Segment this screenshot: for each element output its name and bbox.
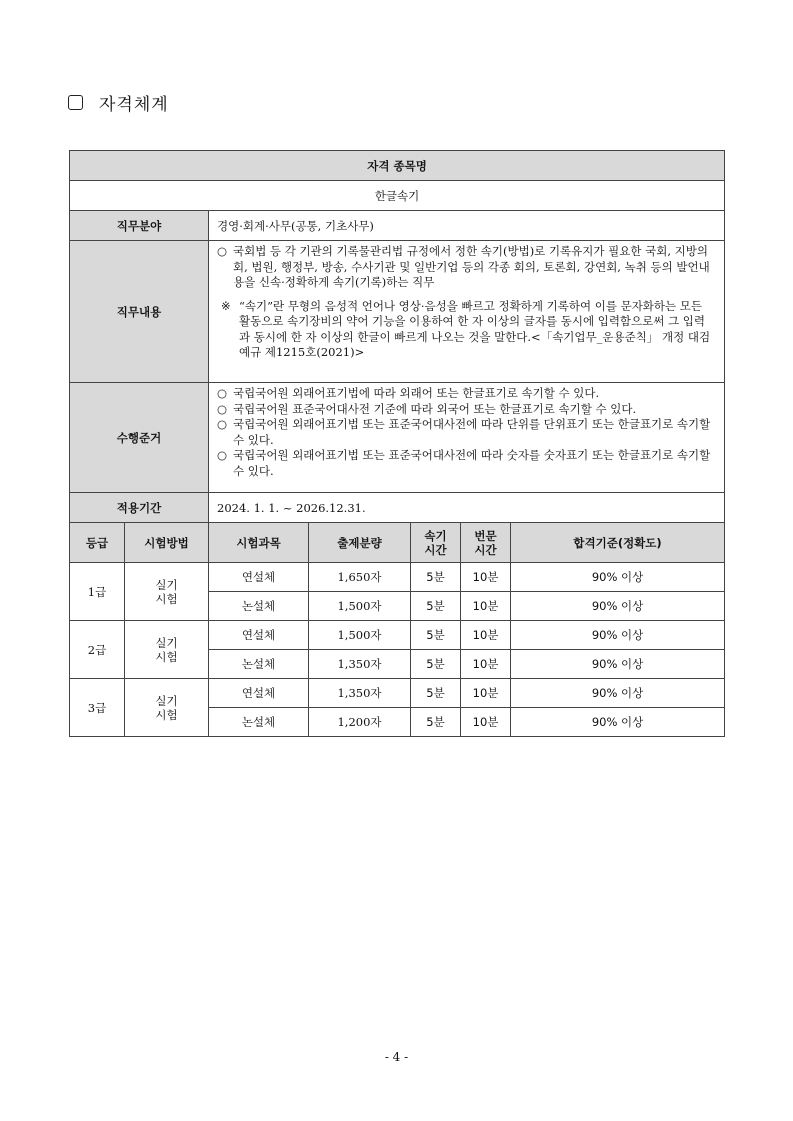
page-number: - 4 - bbox=[384, 1050, 409, 1064]
trans-time-cell: 10분 bbox=[461, 592, 511, 621]
pass-cell: 90% 이상 bbox=[511, 650, 725, 679]
subject-cell: 논설체 bbox=[209, 708, 309, 737]
criteria-content bbox=[209, 383, 725, 493]
duty-note: ※ “속기”란 무형의 음성적 언어나 영상·음성을 빠르고 정확하게 기록하여 이를 문자화하는 모든 활동으로 속기장비의 약어 기능을 이용하여 한 자 이상의 글자를 동시에 입력함으로써 그 입력과 동시에 한 자 이상의 한글이 빠르게 나오는 것을 말한다.<「속기업무_운용준칙」 개정 대검예규 제1215호(2021)> bbox=[217, 299, 716, 361]
amount-cell: 1,350자 bbox=[309, 650, 411, 679]
field-label: 직무분야 bbox=[70, 211, 209, 241]
criteria-label: 수행준거 bbox=[70, 383, 209, 493]
trans-time-cell: 10분 bbox=[461, 563, 511, 592]
reference-mark-icon: ※ bbox=[221, 298, 231, 313]
section-heading-text: 자격체계 bbox=[99, 95, 169, 115]
speed-time-cell: 5분 bbox=[411, 621, 461, 650]
trans-time-header: 번문 시간 bbox=[461, 523, 511, 563]
grade-cell: 2급 bbox=[70, 621, 125, 679]
qualification-table bbox=[69, 150, 725, 737]
amount-cell: 1,650자 bbox=[309, 563, 411, 592]
bullet-circle-icon: ○ bbox=[217, 401, 228, 416]
speed-time-cell: 5분 bbox=[411, 650, 461, 679]
subject-cell: 논설체 bbox=[209, 650, 309, 679]
field-value: 경영·회계·사무(공통, 기초사무) bbox=[209, 211, 725, 241]
duty-content bbox=[209, 241, 725, 383]
bullet-circle-icon: ○ bbox=[217, 448, 228, 462]
pass-cell: 90% 이상 bbox=[511, 621, 725, 650]
speed-time-cell: 5분 bbox=[411, 563, 461, 592]
amount-cell: 1,500자 bbox=[309, 592, 411, 621]
amount-cell: 1,200자 bbox=[309, 708, 411, 737]
duty-item: ○ 국회법 등 각 기관의 기록물관리법 규정에서 정한 속기(방법)로 기록유지가 필요한 국회, 지방의회, 법원, 행정부, 방송, 수사기관 및 일반기업 등의 각종 회의, 토론회, 강연회, 녹취 등의 발언내용을 신속·정확하게 속기(기록)하는 직무 bbox=[217, 244, 710, 289]
grade-cell: 3급 bbox=[70, 679, 125, 737]
amount-cell: 1,350자 bbox=[309, 679, 411, 708]
amount-cell: 1,500자 bbox=[309, 621, 411, 650]
bullet-circle-icon: ○ bbox=[217, 417, 228, 431]
speed-time-cell: 5분 bbox=[411, 679, 461, 708]
subject-cell: 연설체 bbox=[209, 621, 309, 650]
duty-label: 직무내용 bbox=[70, 241, 209, 383]
criteria-item: ○ 국립국어원 외래어표기법 또는 표준국어대사전에 따라 단위를 단위표기 또는 한글표기로 속기할 수 있다. bbox=[217, 417, 711, 447]
grade-header: 등급 bbox=[70, 523, 125, 563]
criteria-item: ○ 국립국어원 외래어표기법 또는 표준국어대사전에 따라 숫자를 숫자표기 또는 한글표기로 속기할 수 있다. bbox=[217, 448, 711, 478]
period-value: 2024. 1. 1. ~ 2026.12.31. bbox=[209, 493, 725, 523]
grade-cell: 1급 bbox=[70, 563, 125, 621]
bullet-circle-icon: ○ bbox=[217, 386, 228, 400]
table-row bbox=[70, 621, 725, 650]
trans-time-cell: 10분 bbox=[461, 621, 511, 650]
section-heading bbox=[68, 90, 169, 115]
trans-time-cell: 10분 bbox=[461, 708, 511, 737]
bullet-circle-icon: ○ bbox=[217, 244, 228, 258]
pass-cell: 90% 이상 bbox=[511, 592, 725, 621]
checkbox-square-icon bbox=[68, 95, 83, 110]
criteria-item: ○ 국립국어원 외래어표기법에 따라 외래어 또는 한글표기로 속기할 수 있다. bbox=[217, 386, 600, 400]
amount-header: 출제분량 bbox=[309, 523, 411, 563]
speed-time-cell: 5분 bbox=[411, 592, 461, 621]
title-value: 한글속기 bbox=[70, 181, 725, 211]
pass-cell: 90% 이상 bbox=[511, 679, 725, 708]
subject-cell: 연설체 bbox=[209, 563, 309, 592]
speed-time-cell: 5분 bbox=[411, 708, 461, 737]
subject-cell: 논설체 bbox=[209, 592, 309, 621]
pass-cell: 90% 이상 bbox=[511, 708, 725, 737]
table-row bbox=[70, 679, 725, 708]
period-label: 적용기간 bbox=[70, 493, 209, 523]
subject-header: 시험과목 bbox=[209, 523, 309, 563]
pass-criteria-header: 합격기준(정확도) bbox=[511, 523, 725, 563]
method-header: 시험방법 bbox=[125, 523, 209, 563]
table-row bbox=[70, 563, 725, 592]
method-cell: 실기 시험 bbox=[125, 679, 209, 737]
speed-time-header: 속기 시간 bbox=[411, 523, 461, 563]
title-header: 자격 종목명 bbox=[70, 151, 725, 181]
trans-time-cell: 10분 bbox=[461, 679, 511, 708]
subject-cell: 연설체 bbox=[209, 679, 309, 708]
pass-cell: 90% 이상 bbox=[511, 563, 725, 592]
criteria-item: ○ 국립국어원 표준국어대사전 기준에 따라 외국어 또는 한글표기로 속기할 수 있다. bbox=[217, 401, 637, 416]
method-cell: 실기 시험 bbox=[125, 621, 209, 679]
trans-time-cell: 10분 bbox=[461, 650, 511, 679]
method-cell: 실기 시험 bbox=[125, 563, 209, 621]
